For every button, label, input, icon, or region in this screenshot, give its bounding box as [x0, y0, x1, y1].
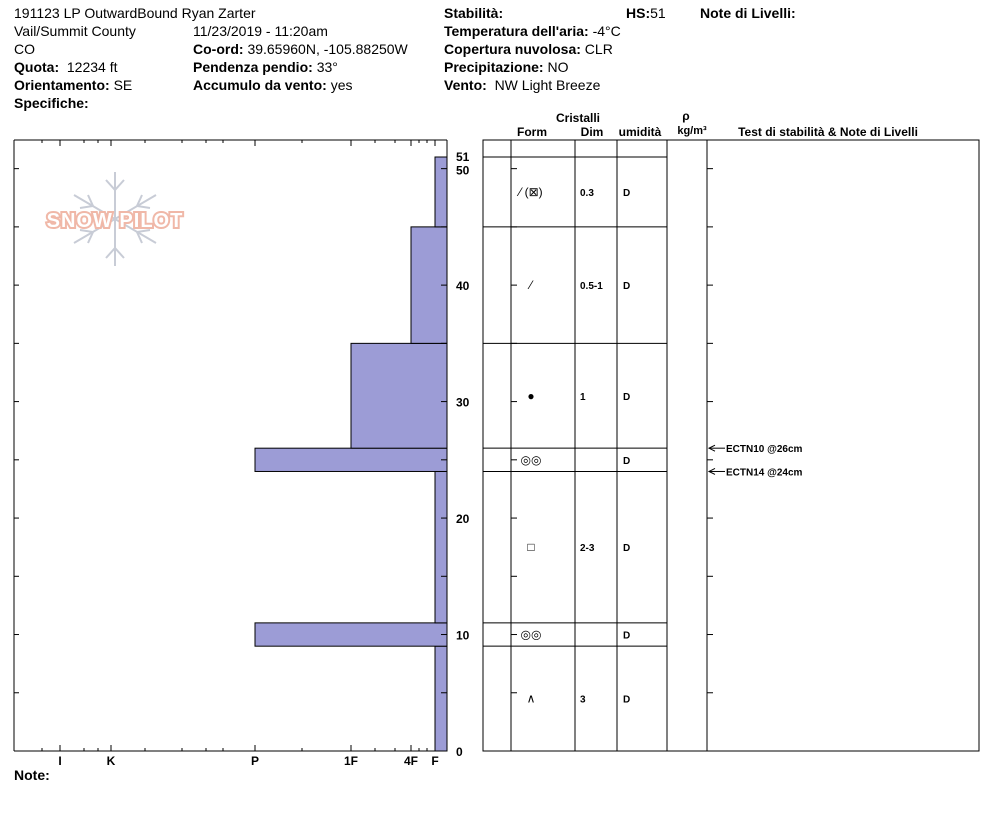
header-form: Form — [517, 125, 547, 139]
y-tick-label-10: 10 — [456, 628, 470, 643]
hardness-bar-1 — [255, 623, 447, 646]
snowpilot-logo — [47, 172, 184, 266]
stability-label: Stabilità: — [444, 5, 504, 21]
layer-form-1: ⁄ — [529, 278, 533, 293]
slope-label: Pendenza pendio: — [193, 59, 313, 75]
hardness-bars — [255, 157, 447, 751]
layer-moisture-2: D — [623, 391, 631, 403]
x-tick-label-4F: 4F — [403, 754, 419, 768]
y-tick-label-51: 51 — [456, 150, 470, 164]
x-tick-label-I: I — [58, 754, 62, 768]
hs-value: 51 — [650, 5, 666, 21]
wind-label: Vento: — [444, 77, 487, 93]
stability-tests — [709, 444, 803, 478]
hardness-bar-3 — [255, 448, 447, 471]
layer-form-2: ● — [527, 388, 535, 403]
state: CO — [14, 41, 35, 57]
test-label-0: ECTN10 @26cm — [726, 444, 803, 456]
layer-moisture-3: D — [623, 455, 631, 467]
profile-title: 191123 LP OutwardBound Ryan Zarter — [14, 5, 256, 21]
airtemp-value: -4°C — [592, 23, 621, 39]
hardness-bar-6 — [435, 157, 447, 227]
wind-value: NW Light Breeze — [494, 77, 601, 93]
cloud-value: CLR — [584, 41, 613, 57]
layer-moisture-0: D — [623, 187, 631, 199]
precip-label: Precipitazione: — [444, 59, 544, 75]
layer-form-0: ⁄ (⊠) — [519, 184, 543, 199]
layer-size-1: 0.5-1 — [580, 281, 603, 293]
x-tick-label-F: F — [431, 754, 439, 768]
cloud-label: Copertura nuvolosa: — [444, 41, 581, 57]
location: Vail/Summit County — [14, 23, 136, 39]
hardness-bar-2 — [435, 471, 447, 622]
layer-size-4: 2-3 — [580, 543, 595, 555]
elevation-label: Quota: — [14, 59, 60, 75]
aspect-value: SE — [113, 77, 133, 93]
x-tick-label-K: K — [106, 754, 116, 768]
y-tick-label-50: 50 — [456, 163, 470, 178]
layer-moisture-6: D — [623, 694, 631, 706]
layer-size-0: 0.3 — [580, 187, 594, 199]
hardness-bar-4 — [351, 343, 447, 448]
layer-notes-heading: Note di Livelli: — [700, 5, 796, 21]
datetime: 11/23/2019 - 11:20am — [193, 23, 328, 39]
layer-size-2: 1 — [580, 391, 586, 403]
y-tick-label-0: 0 — [456, 745, 463, 759]
y-tick-label-30: 30 — [456, 395, 470, 410]
header-moisture: umidità — [618, 125, 662, 139]
layer-size-6: 3 — [580, 694, 586, 706]
header-density: kg/m³ — [677, 125, 707, 137]
notes-heading: Note: — [14, 767, 50, 783]
precip-value: NO — [547, 59, 569, 75]
layer-form-3: ◎◎ — [520, 452, 542, 467]
layer-form-4: □ — [527, 540, 535, 555]
aspect-label: Orientamento: — [14, 77, 110, 93]
layer-moisture-5: D — [623, 630, 631, 642]
header-size: Dim — [580, 125, 604, 139]
hardness-bar-0 — [435, 646, 447, 751]
y-tick-label-40: 40 — [456, 279, 470, 294]
layer-form-6: ∧ — [526, 691, 536, 706]
header-tests: Test di stabilità & Note di Livelli — [738, 125, 918, 139]
x-tick-label-P: P — [250, 754, 260, 768]
header-rho: ρ — [682, 109, 690, 123]
windload-value: yes — [330, 77, 353, 93]
elevation-value: 12234 ft — [66, 59, 118, 75]
hs-label: HS: — [626, 5, 651, 21]
layer-moisture-1: D — [623, 281, 631, 293]
slope-value: 33° — [316, 59, 338, 75]
y-tick-label-20: 20 — [456, 512, 470, 527]
test-label-1: ECTN14 @24cm — [726, 467, 803, 479]
x-tick-label-1F: 1F — [343, 754, 359, 768]
header-crystals: Cristalli — [555, 111, 601, 125]
windload-label: Accumulo da vento: — [193, 77, 327, 93]
coords-value: 39.65960N, -105.88250W — [247, 41, 408, 57]
airtemp-label: Temperatura dell'aria: — [444, 23, 589, 39]
specifics-label: Specifiche: — [14, 95, 89, 111]
layer-form-5: ◎◎ — [520, 627, 542, 642]
logo-text: SNOW PILOT — [46, 210, 184, 232]
coords-label: Co-ord: — [193, 41, 244, 57]
layer-moisture-4: D — [623, 543, 631, 555]
